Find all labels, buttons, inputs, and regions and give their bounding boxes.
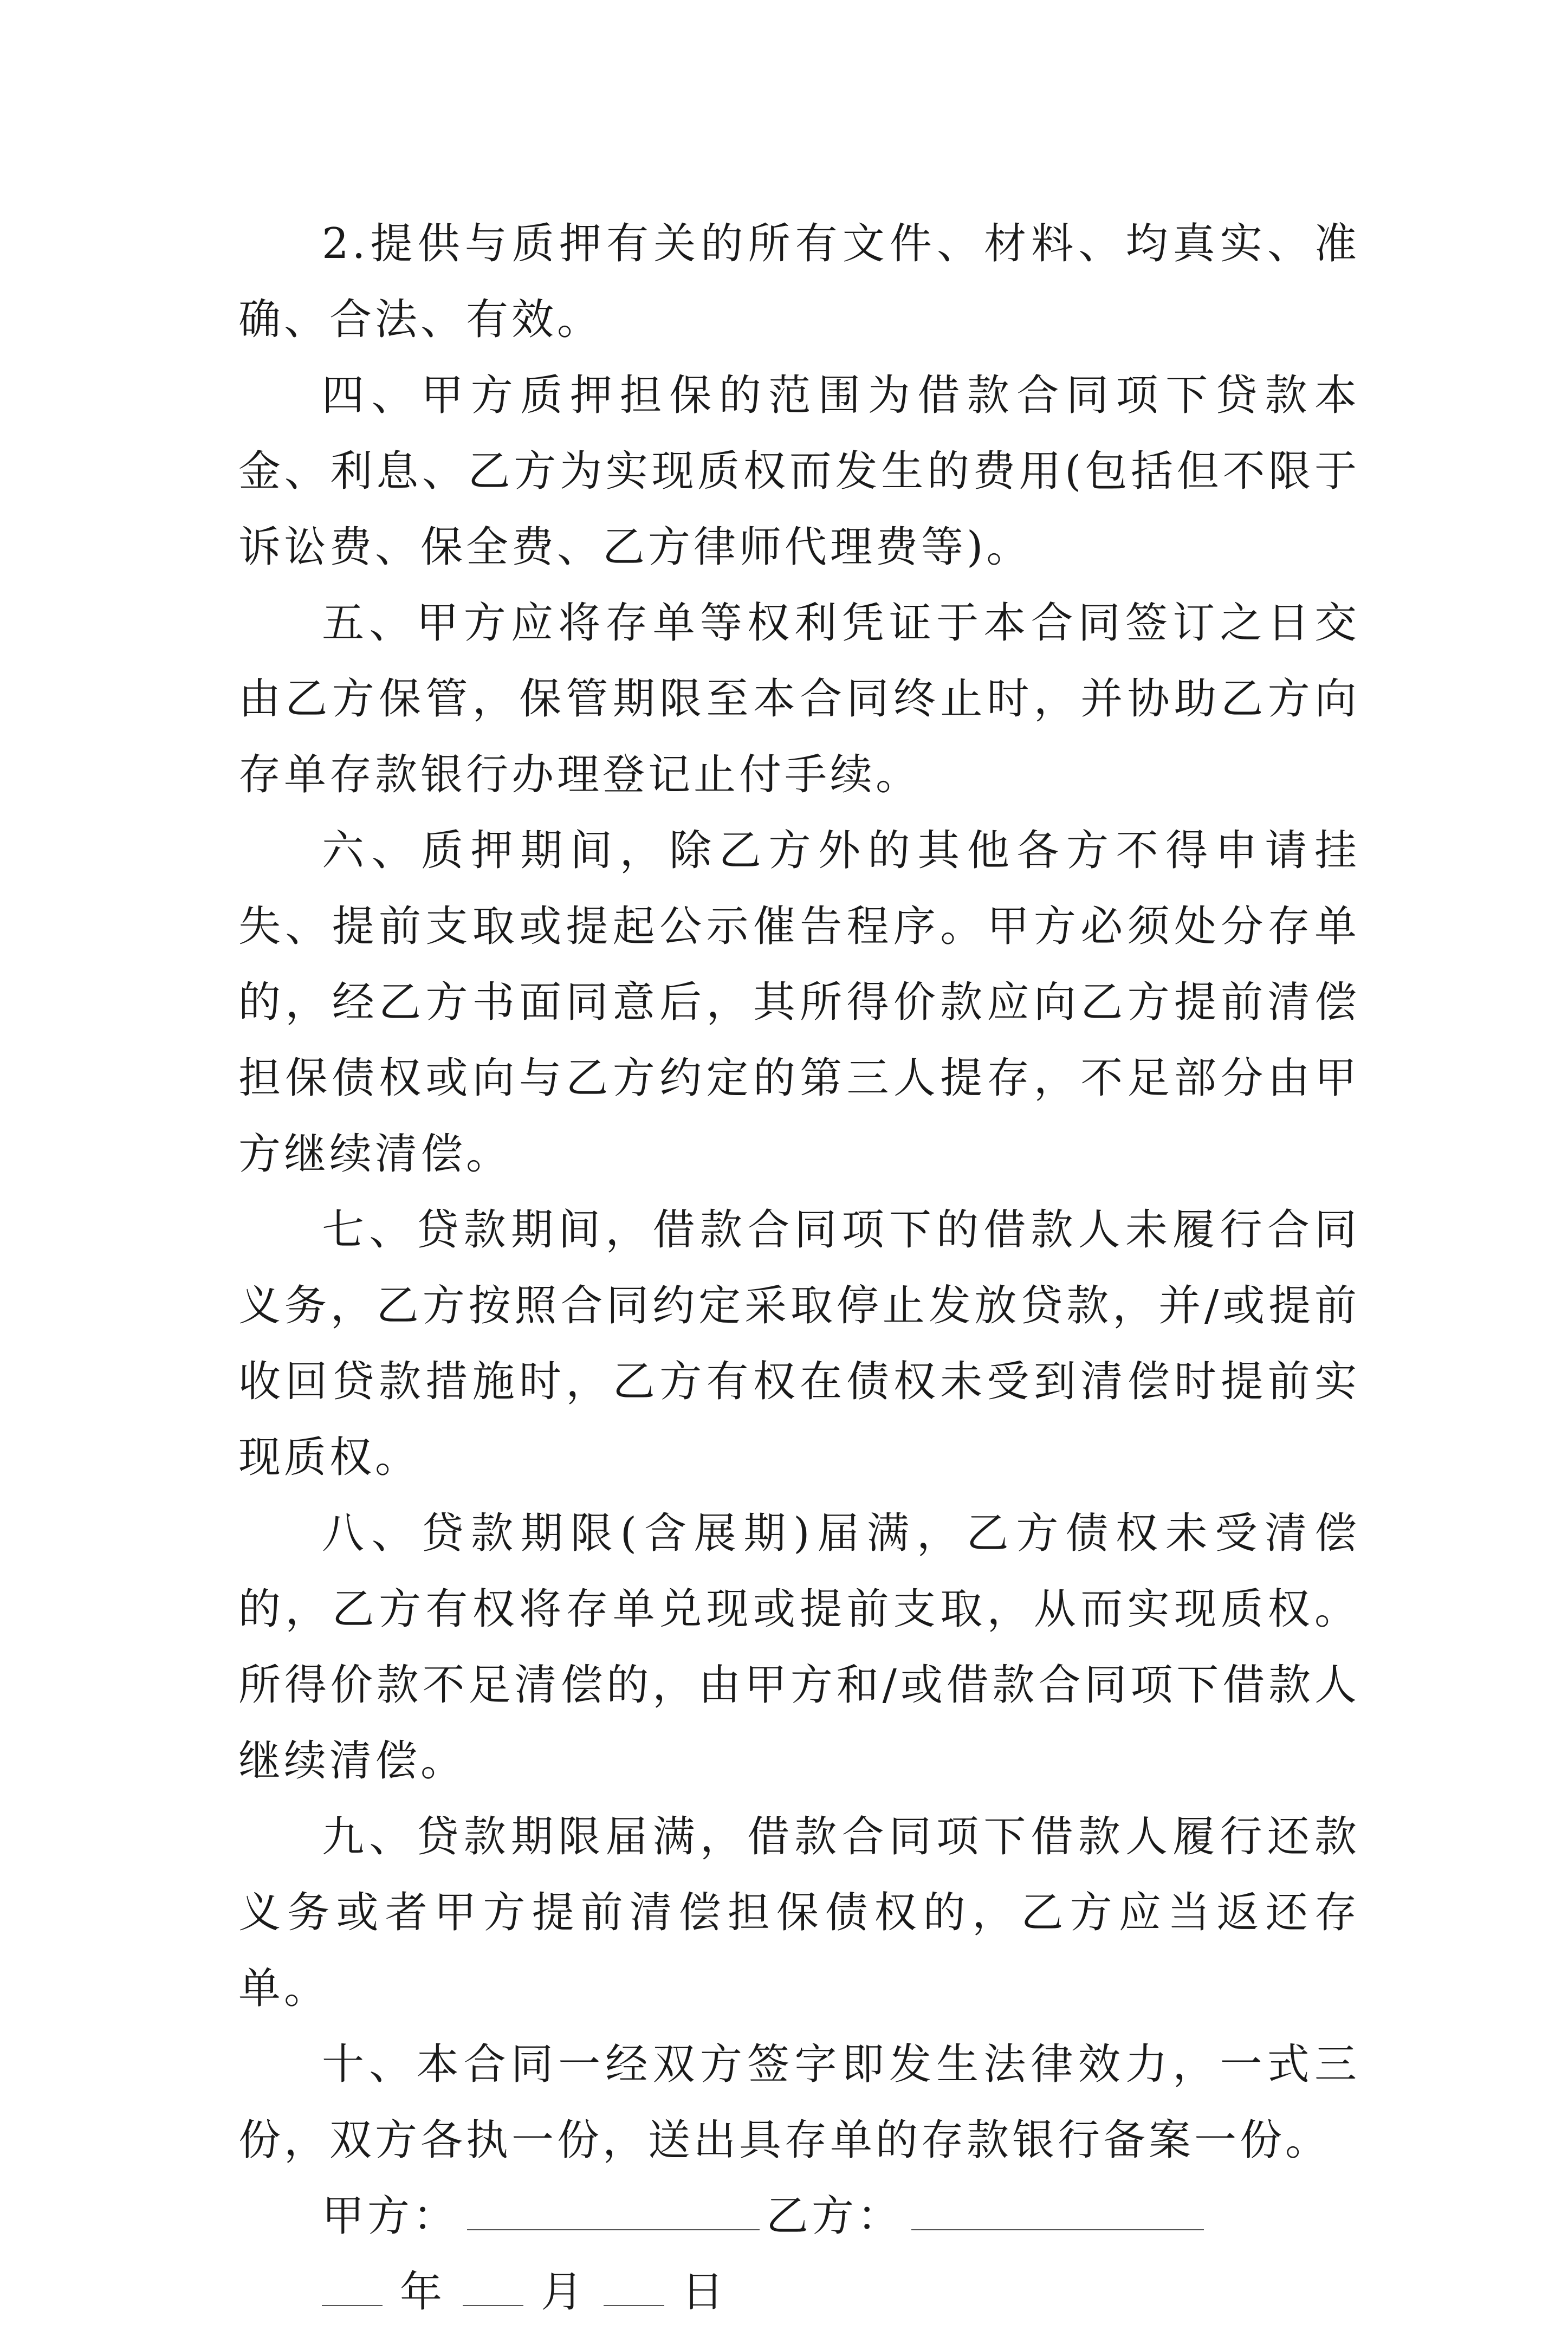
clause-5: 五、甲方应将存单等权利凭证于本合同签订之日交由乙方保管，保管期限至本合同终止时，并协助乙方向存单存款银行办理登记止付手续。 [238, 599, 1360, 799]
clause-10: 十、本合同一经双方签字即发生法律效力，一式三份，双方各执一份，送出具存单的存款银行备案一份。 [238, 2040, 1360, 2165]
date-row [238, 2254, 1360, 2330]
contract-body [238, 206, 1360, 2330]
month-label: 月 [541, 2268, 587, 2316]
clause-9: 九、贷款期限届满，借款合同项下借款人履行还款义务或者甲方提前清偿担保债权的，乙方应当返还存单。 [238, 1813, 1360, 2013]
day-blank[interactable] [604, 2267, 664, 2306]
clause-8: 八、贷款期限(含展期)届满，乙方债权未受清偿的，乙方有权将存单兑现或提前支取，从而实现质权。所得价款不足清偿的，由甲方和/或借款合同项下借款人继续清偿。 [238, 1509, 1360, 1785]
clause-4: 四、甲方质押担保的范围为借款合同项下贷款本金、利息、乙方为实现质权而发生的费用(包括但不限于诉讼费、保全费、乙方律师代理费等)。 [238, 371, 1360, 572]
clause-3-2: 2.提供与质押有关的所有文件、材料、均真实、准确、合法、有效。 [238, 219, 1360, 344]
year-label: 年 [400, 2268, 446, 2316]
signature-row [238, 2178, 1360, 2254]
month-blank[interactable] [463, 2267, 523, 2306]
party-b-signature-line[interactable] [911, 2191, 1204, 2230]
clause-6: 六、质押期间，除乙方外的其他各方不得申请挂失、提前支取或提起公示催告程序。甲方必须处分存单的，经乙方书面同意后，其所得价款应向乙方提前清偿担保债权或向与乙方约定的第三人提存，不足部分由甲方继续清偿。 [238, 826, 1360, 1179]
clause-7: 七、贷款期间，借款合同项下的借款人未履行合同义务，乙方按照合同约定采取停止发放贷款，并/或提前收回贷款措施时，乙方有权在债权未受到清偿时提前实现质权。 [238, 1206, 1360, 1482]
party-a-signature-line[interactable] [467, 2191, 760, 2230]
party-a-label: 甲方： [322, 2192, 459, 2241]
party-b-label: 乙方： [766, 2192, 903, 2241]
year-blank[interactable] [322, 2267, 383, 2306]
day-label: 日 [682, 2268, 728, 2316]
